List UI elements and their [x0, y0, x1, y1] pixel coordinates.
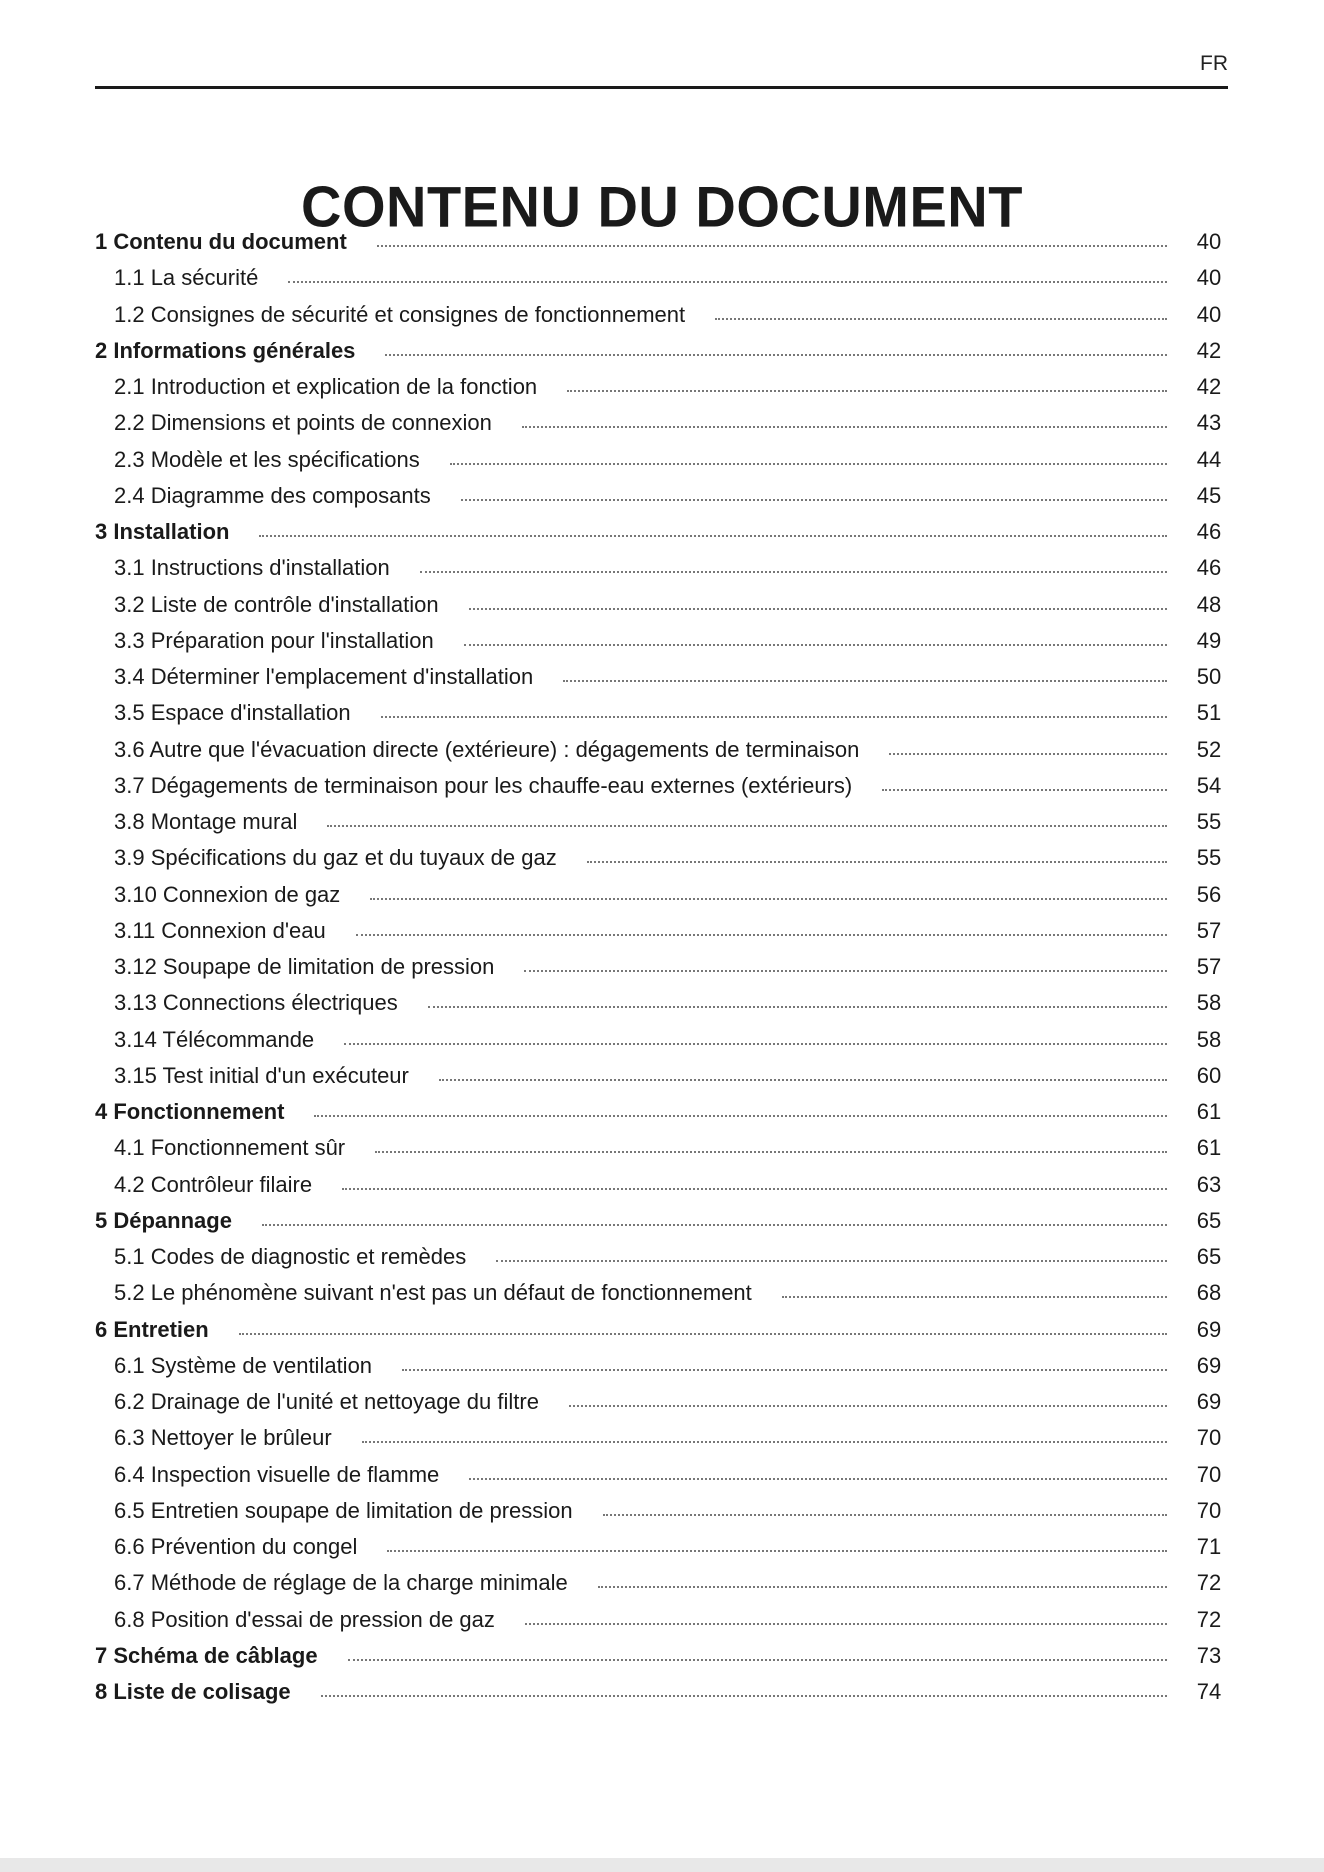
toc-section-entry[interactable]	[95, 985, 1227, 1021]
toc-dot-leader	[239, 1333, 1167, 1335]
toc-page-number: 58	[1196, 990, 1222, 1016]
toc-page-number: 55	[1196, 845, 1222, 871]
toc-dot-leader	[381, 716, 1167, 718]
toc-section-entry[interactable]	[95, 1529, 1227, 1565]
toc-page-number: 70	[1196, 1425, 1222, 1451]
toc-chapter-entry[interactable]	[95, 224, 1227, 260]
page-title: CONTENU DU DOCUMENT	[301, 173, 1023, 239]
toc-page-number: 40	[1196, 265, 1222, 291]
toc-dot-leader	[882, 789, 1167, 791]
toc-section-entry[interactable]	[95, 659, 1227, 695]
toc-page-number: 42	[1196, 337, 1222, 363]
toc-entry-label: 3.10 Connexion de gaz	[114, 881, 341, 907]
toc-section-entry[interactable]	[95, 442, 1227, 478]
toc-dot-leader	[259, 535, 1167, 537]
toc-page-number: 69	[1196, 1389, 1222, 1414]
toc-page-number: 48	[1196, 591, 1222, 617]
table-of-contents	[95, 224, 1227, 1710]
toc-entry-label: 4.2 Contrôleur filaire	[114, 1171, 313, 1197]
toc-section-entry[interactable]	[95, 1493, 1227, 1529]
toc-section-entry[interactable]	[95, 1457, 1227, 1493]
toc-section-entry[interactable]	[95, 949, 1227, 985]
toc-entry-label: 3.7 Dégagements de terminaison pour les chauffe-eau externes (extérieurs)	[114, 772, 853, 798]
toc-entry-label: 3.13 Connections électriques	[114, 990, 398, 1016]
toc-entry-label: 6.2 Drainage de l'unité et nettoyage du filtre	[114, 1389, 539, 1414]
toc-chapter-entry[interactable]	[95, 1674, 1227, 1710]
toc-dot-leader	[525, 1623, 1167, 1625]
toc-dot-leader	[889, 753, 1167, 755]
toc-entry-label: 3 Installation	[95, 519, 230, 544]
toc-dot-leader	[439, 1079, 1167, 1081]
toc-chapter-entry[interactable]	[95, 1312, 1227, 1348]
toc-entry-label: 6 Entretien	[95, 1316, 209, 1342]
toc-section-entry[interactable]	[95, 405, 1227, 441]
toc-section-entry[interactable]	[95, 695, 1227, 731]
toc-page-number: 56	[1196, 881, 1222, 907]
toc-entry-label: 2 Informations générales	[95, 337, 356, 363]
toc-dot-leader	[522, 426, 1167, 428]
toc-entry-label: 1 Contenu du document	[95, 229, 347, 254]
toc-page-number: 54	[1196, 772, 1222, 798]
toc-page-number: 55	[1196, 809, 1222, 834]
toc-chapter-entry[interactable]	[95, 1638, 1227, 1674]
toc-dot-leader	[321, 1695, 1167, 1697]
toc-entry-label: 3.4 Déterminer l'emplacement d'installation	[114, 664, 534, 689]
toc-dot-leader	[461, 499, 1167, 501]
toc-page-number: 70	[1196, 1461, 1222, 1487]
toc-section-entry[interactable]	[95, 732, 1227, 768]
toc-dot-leader	[262, 1224, 1167, 1226]
toc-chapter-entry[interactable]	[95, 514, 1227, 550]
toc-entry-label: 2.4 Diagramme des composants	[114, 482, 431, 508]
toc-page-number: 43	[1196, 410, 1222, 436]
toc-entry-label: 4.1 Fonctionnement sûr	[114, 1135, 346, 1161]
toc-section-entry[interactable]	[95, 623, 1227, 659]
toc-dot-leader	[464, 644, 1167, 646]
toc-section-entry[interactable]	[95, 913, 1227, 949]
toc-entry-label: 3.12 Soupape de limitation de pression	[114, 954, 495, 979]
toc-dot-leader	[377, 245, 1167, 247]
toc-entry-label: 6.7 Méthode de réglage de la charge minimale	[114, 1570, 568, 1596]
toc-entry-label: 3.6 Autre que l'évacuation directe (extérieure) : dégagements de terminaison	[114, 736, 860, 762]
toc-dot-leader	[587, 861, 1167, 863]
toc-section-entry[interactable]	[95, 1022, 1227, 1058]
toc-page-number: 50	[1196, 664, 1222, 689]
toc-section-entry[interactable]	[95, 804, 1227, 840]
toc-dot-leader	[288, 281, 1167, 283]
toc-page-number: 57	[1196, 917, 1222, 943]
toc-dot-leader	[450, 463, 1167, 465]
toc-chapter-entry[interactable]	[95, 333, 1227, 369]
toc-section-entry[interactable]	[95, 550, 1227, 586]
toc-section-entry[interactable]	[95, 1239, 1227, 1275]
toc-page-number: 61	[1196, 1135, 1222, 1161]
toc-page-number: 69	[1196, 1316, 1222, 1342]
toc-section-entry[interactable]	[95, 768, 1227, 804]
toc-entry-label: 6.6 Prévention du congel	[114, 1534, 358, 1559]
toc-page-number: 40	[1196, 229, 1222, 254]
toc-dot-leader	[375, 1151, 1167, 1153]
toc-entry-label: 1.1 La sécurité	[114, 265, 259, 291]
toc-entry-label: 3.1 Instructions d'installation	[114, 555, 390, 581]
toc-entry-label: 3.3 Préparation pour l'installation	[114, 627, 434, 653]
toc-dot-leader	[314, 1115, 1167, 1117]
toc-entry-label: 6.4 Inspection visuelle de flamme	[114, 1461, 440, 1487]
toc-section-entry[interactable]	[95, 1348, 1227, 1384]
toc-dot-leader	[327, 825, 1167, 827]
toc-page-number: 44	[1196, 446, 1222, 472]
toc-entry-label: 6.3 Nettoyer le brûleur	[114, 1425, 332, 1451]
toc-page-number: 60	[1196, 1062, 1222, 1088]
toc-entry-label: 3.14 Télécommande	[114, 1026, 315, 1052]
toc-dot-leader	[598, 1586, 1167, 1588]
toc-dot-leader	[782, 1296, 1167, 1298]
toc-entry-label: 5.1 Codes de diagnostic et remèdes	[114, 1244, 467, 1269]
toc-section-entry[interactable]	[95, 478, 1227, 514]
toc-dot-leader	[370, 898, 1167, 900]
toc-page-number: 57	[1196, 954, 1222, 979]
toc-dot-leader	[715, 318, 1167, 320]
toc-page-number: 65	[1196, 1207, 1222, 1233]
toc-page-number: 72	[1196, 1606, 1222, 1632]
toc-page-number: 58	[1196, 1026, 1222, 1052]
toc-section-entry[interactable]	[95, 1058, 1227, 1094]
toc-page-number: 73	[1196, 1642, 1222, 1668]
toc-section-entry[interactable]	[95, 877, 1227, 913]
toc-page-number: 68	[1196, 1280, 1222, 1306]
toc-page-number: 46	[1196, 555, 1222, 581]
toc-entry-label: 3.9 Spécifications du gaz et du tuyaux de gaz	[114, 845, 557, 871]
toc-entry-label: 5.2 Le phénomène suivant n'est pas un défaut de fonctionnement	[114, 1280, 752, 1306]
page-bottom-edge	[0, 1858, 1324, 1872]
toc-section-entry[interactable]	[95, 1384, 1227, 1420]
toc-dot-leader	[524, 970, 1167, 972]
toc-page-number: 61	[1196, 1099, 1222, 1124]
toc-page-number: 45	[1196, 482, 1222, 508]
toc-entry-label: 6.1 Système de ventilation	[114, 1352, 373, 1378]
toc-dot-leader	[469, 608, 1167, 610]
toc-entry-label: 3.5 Espace d'installation	[114, 700, 351, 726]
toc-dot-leader	[387, 1550, 1167, 1552]
toc-page-number: 40	[1196, 301, 1222, 327]
toc-section-entry[interactable]	[95, 840, 1227, 876]
toc-entry-label: 8 Liste de colisage	[95, 1679, 291, 1704]
toc-section-entry[interactable]	[95, 1420, 1227, 1456]
toc-dot-leader	[362, 1441, 1167, 1443]
toc-dot-leader	[563, 680, 1167, 682]
toc-entry-label: 3.11 Connexion d'eau	[114, 917, 326, 943]
toc-dot-leader	[348, 1659, 1167, 1661]
toc-section-entry[interactable]	[95, 1602, 1227, 1638]
toc-page-number: 74	[1196, 1679, 1222, 1704]
toc-chapter-entry[interactable]	[95, 1094, 1227, 1130]
toc-entry-label: 3.15 Test initial d'un exécuteur	[114, 1062, 409, 1088]
language-code: FR	[1200, 52, 1228, 75]
toc-entry-label: 2.1 Introduction et explication de la fonction	[114, 374, 538, 399]
toc-section-entry[interactable]	[95, 1167, 1227, 1203]
toc-entry-label: 1.2 Consignes de sécurité et consignes de fonctionnement	[114, 301, 686, 327]
toc-chapter-entry[interactable]	[95, 1203, 1227, 1239]
toc-dot-leader	[356, 934, 1167, 936]
toc-section-entry[interactable]	[95, 1275, 1227, 1311]
toc-entry-label: 2.2 Dimensions et points de connexion	[114, 410, 492, 436]
toc-section-entry[interactable]	[95, 587, 1227, 623]
toc-entry-label: 4 Fonctionnement	[95, 1099, 285, 1124]
toc-page-number: 52	[1196, 736, 1222, 762]
toc-page-number: 46	[1196, 519, 1222, 544]
toc-section-entry[interactable]	[95, 369, 1227, 405]
toc-page-number: 72	[1196, 1570, 1222, 1596]
toc-entry-label: 3.8 Montage mural	[114, 809, 298, 834]
toc-dot-leader	[567, 390, 1167, 392]
toc-entry-label: 5 Dépannage	[95, 1207, 232, 1233]
toc-dot-leader	[420, 571, 1167, 573]
toc-dot-leader	[428, 1006, 1167, 1008]
toc-dot-leader	[603, 1514, 1167, 1516]
toc-page-number: 63	[1196, 1171, 1222, 1197]
toc-entry-label: 6.8 Position d'essai de pression de gaz	[114, 1606, 495, 1632]
toc-dot-leader	[469, 1478, 1167, 1480]
toc-section-entry[interactable]	[95, 1565, 1227, 1601]
toc-dot-leader	[496, 1260, 1167, 1262]
toc-entry-label: 7 Schéma de câblage	[95, 1642, 318, 1668]
toc-page-number: 51	[1196, 700, 1222, 726]
toc-dot-leader	[402, 1369, 1167, 1371]
toc-entry-label: 3.2 Liste de contrôle d'installation	[114, 591, 439, 617]
toc-entry-label: 2.3 Modèle et les spécifications	[114, 446, 420, 472]
toc-entry-label: 6.5 Entretien soupape de limitation de pression	[114, 1497, 573, 1523]
toc-dot-leader	[569, 1405, 1167, 1407]
toc-page-number: 65	[1196, 1244, 1222, 1269]
toc-section-entry[interactable]	[95, 260, 1227, 296]
toc-page-number: 49	[1196, 627, 1222, 653]
toc-dot-leader	[344, 1043, 1167, 1045]
toc-section-entry[interactable]	[95, 1130, 1227, 1166]
header-rule	[95, 86, 1228, 89]
toc-dot-leader	[385, 354, 1167, 356]
toc-dot-leader	[342, 1188, 1167, 1190]
toc-section-entry[interactable]	[95, 297, 1227, 333]
toc-page-number: 69	[1196, 1352, 1222, 1378]
toc-page-number: 71	[1196, 1534, 1222, 1559]
toc-page-number: 70	[1196, 1497, 1222, 1523]
toc-page-number: 42	[1196, 374, 1222, 399]
